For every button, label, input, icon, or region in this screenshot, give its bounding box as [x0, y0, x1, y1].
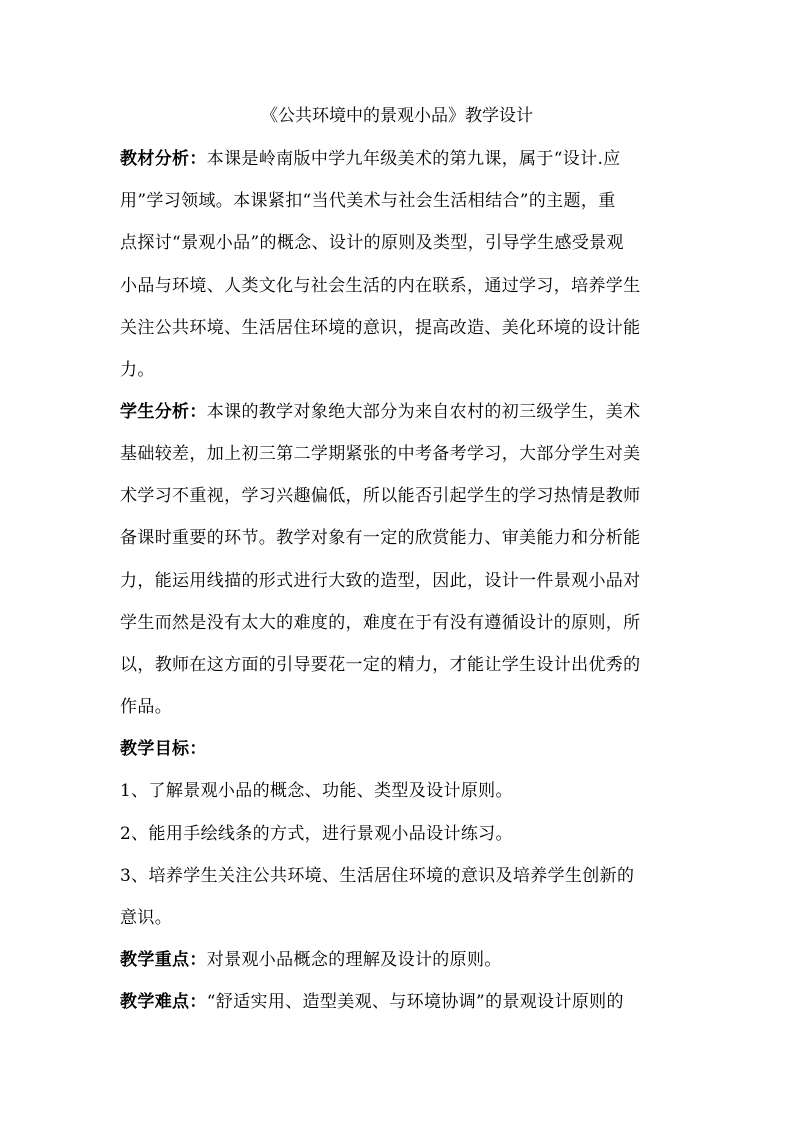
- student-analysis-line-6: 学生而然是没有太大的难度的，难度在于有没有遵循设计的原则，所: [120, 613, 641, 633]
- material-analysis-line-3: 点探讨“景观小品”的概念、设计的原则及类型，引导学生感受景观: [120, 233, 624, 253]
- key-points-line: [120, 948, 502, 972]
- material-analysis-text: 本课是岭南版中学九年级美术的第九课，属于“设计.应: [206, 149, 621, 169]
- difficulties-line: [120, 990, 624, 1014]
- student-analysis-text: 本课的教学对象绝大部分为来自农村的初三级学生，美术: [206, 402, 641, 422]
- material-analysis-line-5: 关注公共环境、生活居住环境的意识，提高改造、美化环境的设计能: [120, 318, 641, 338]
- material-analysis-label: 教材分析：: [120, 149, 207, 169]
- material-analysis-line-6: 力。: [120, 360, 155, 380]
- student-analysis-line-8: 作品。: [120, 697, 173, 717]
- student-analysis-line-2: 基础较差，加上初三第二学期紧张的中考备考学习，大部分学生对美: [120, 444, 641, 464]
- difficulties-label: 教学难点：: [120, 992, 207, 1012]
- student-analysis-line-4: 备课时重要的环节。教学对象有一定的欣赏能力、审美能力和分析能: [120, 528, 641, 548]
- material-analysis-line-1: [120, 147, 621, 171]
- material-analysis-line-2: 用”学习领域。本课紧扣“当代美术与社会生活相结合”的主题，重: [120, 191, 616, 211]
- student-analysis-line-3: 术学习不重视，学习兴趣偏低，所以能否引起学生的学习热情是教师: [120, 486, 641, 506]
- student-analysis-line-7: 以，教师在这方面的引导要花一定的精力，才能让学生设计出优秀的: [120, 655, 641, 675]
- objective-item-1: 1、了解景观小品的概念、功能、类型及设计原则。: [120, 781, 513, 801]
- material-analysis-line-4: 小品与环境、人类文化与社会生活的内在联系，通过学习，培养学生: [120, 276, 641, 296]
- objectives-label: 教学目标：: [120, 739, 207, 759]
- difficulties-text: “舒适实用、造型美观、与环境协调”的景观设计原则的: [206, 992, 624, 1012]
- objective-item-3: 3、培养学生关注公共环境、生活居住环境的意识及培养学生创新的: [120, 866, 635, 886]
- student-analysis-label: 学生分析：: [120, 402, 207, 422]
- key-points-text: 对景观小品概念的理解及设计的原则。: [206, 950, 502, 970]
- objective-item-2: 2、能用手绘线条的方式，进行景观小品设计练习。: [120, 824, 513, 844]
- student-analysis-line-5: 力，能运用线描的形式进行大致的造型，因此，设计一件景观小品对: [120, 571, 641, 591]
- key-points-label: 教学重点：: [120, 950, 207, 970]
- document-title: 《公共环境中的景观小品》教学设计: [261, 106, 533, 126]
- objective-item-3-continued: 意识。: [120, 908, 173, 928]
- student-analysis-line-1: [120, 400, 641, 424]
